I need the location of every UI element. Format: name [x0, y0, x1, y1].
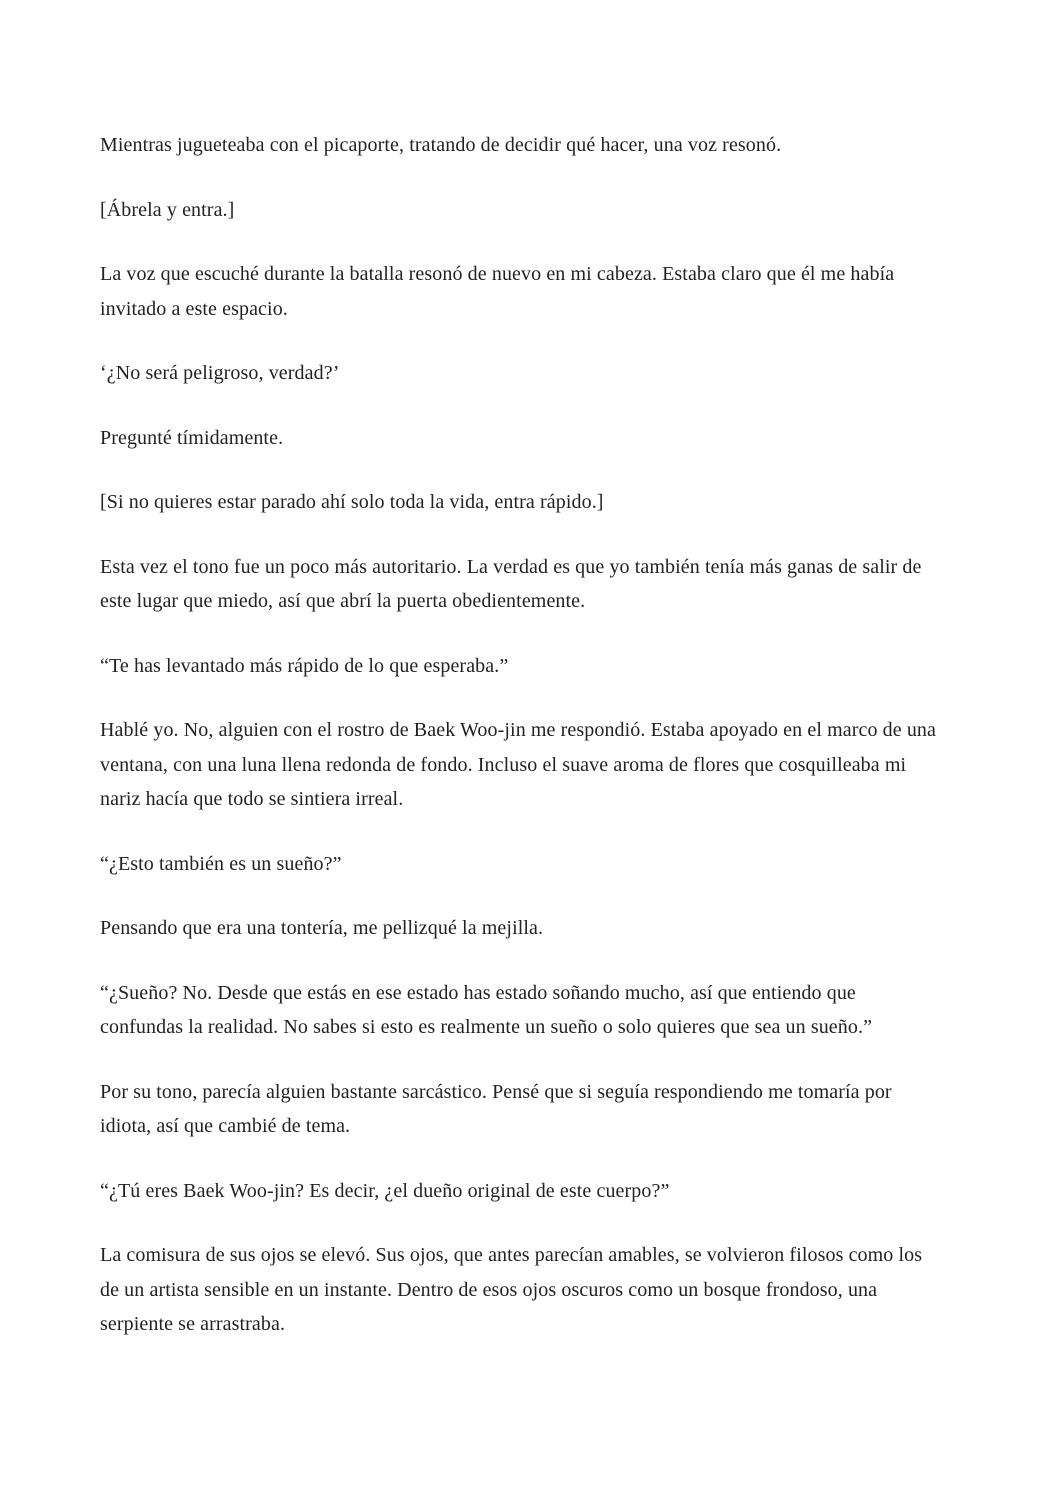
paragraph: La comisura de sus ojos se elevó. Sus ojos, que antes parecían amables, se volvieron filosos como los de un artista sensible en un instante. Dentro de esos ojos oscuros como un bosque frondoso, una serpiente se arrastraba. — [100, 1244, 923, 1335]
paragraph-dialogue: “¿Tú eres Baek Woo-jin? Es decir, ¿el dueño original de este cuerpo?” — [100, 1179, 670, 1202]
paragraph: Esta vez el tono fue un poco más autoritario. La verdad es que yo también tenía más ganas de salir de este lugar que miedo, así que abrí la puerta obedientemente. — [100, 555, 922, 612]
paragraph-system-message: [Ábrela y entra.] — [100, 198, 235, 221]
paragraph: Pregunté tímidamente. — [100, 426, 284, 449]
paragraph-dialogue: “Te has levantado más rápido de lo que esperaba.” — [100, 654, 509, 677]
paragraph: Por su tono, parecía alguien bastante sarcástico. Pensé que si seguía respondiendo me tomaría por idiota, así que cambié de tema. — [100, 1080, 892, 1137]
paragraph: Pensando que era una tontería, me pellizqué la mejilla. — [100, 917, 544, 939]
paragraph: La voz que escuché durante la batalla resonó de nuevo en mi cabeza. Estaba claro que él me había invitado a este espacio. — [100, 263, 895, 320]
paragraph-dialogue: “¿Sueño? No. Desde que estás en ese estado has estado soñando mucho, así que entiendo que confundas la realidad. No sabes si esto es realmente un sueño o solo quieres que sea un sueño.” — [100, 981, 873, 1038]
paragraph-dialogue: “¿Esto también es un sueño?” — [100, 852, 342, 875]
paragraph: Mientras jugueteaba con el picaporte, tratando de decidir qué hacer, una voz resonó. — [100, 134, 782, 156]
paragraph-inner-thought: ‘¿No será peligroso, verdad?’ — [100, 362, 340, 384]
paragraph: Hablé yo. No, alguien con el rostro de Baek Woo-jin me respondió. Estaba apoyado en el marco de una ventana, con una luna llena redonda de fondo. Incluso el suave aroma de flores que cosquilleaba mi nariz hacía que todo se sintiera irreal. — [100, 719, 937, 810]
paragraph-system-message: [Si no quieres estar parado ahí solo toda la vida, entra rápido.] — [100, 491, 604, 513]
